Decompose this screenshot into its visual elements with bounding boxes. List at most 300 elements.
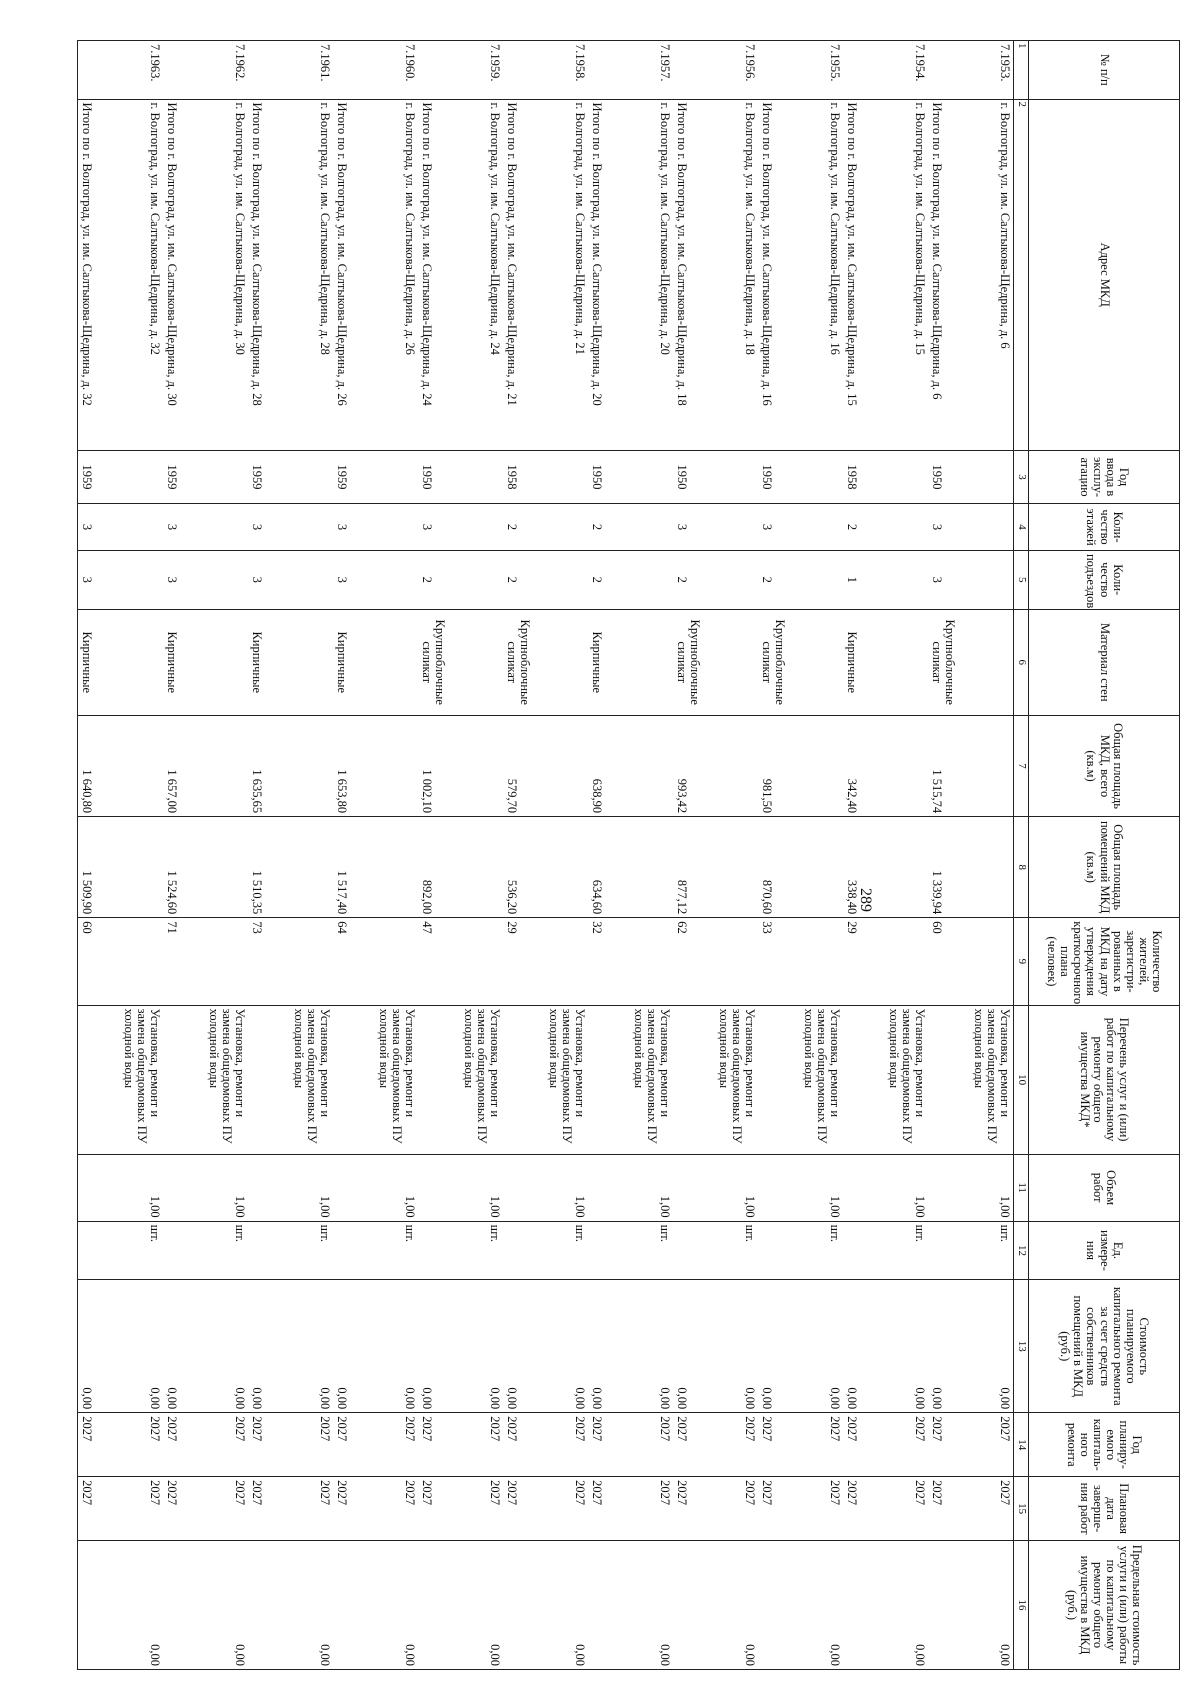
repair-year-cell: 2027	[503, 1413, 544, 1477]
work-volume-cell	[418, 1154, 459, 1221]
rooms-area-cell: 536,20	[503, 817, 544, 918]
address-cell: г. Волгоград, ул. им. Салтыкова-Щедрина, д. 6	[969, 99, 1014, 450]
repair-year-cell: 2027	[418, 1413, 459, 1477]
wall-material-cell	[544, 609, 588, 715]
table-total-row	[673, 41, 714, 1670]
rooms-area-cell	[714, 817, 758, 918]
unit-cell	[843, 1221, 884, 1280]
rooms-area-cell: 870,60	[758, 817, 799, 918]
table-total-row	[418, 41, 459, 1670]
capital-repair-table	[77, 40, 1180, 1670]
work-volume-cell	[333, 1154, 374, 1221]
limit-cost-cell: 0,00	[714, 1541, 758, 1670]
column-header-12: Ед. измере-ния	[1029, 1221, 1180, 1280]
year-built-cell: 1959	[78, 450, 120, 503]
rooms-area-cell	[459, 817, 503, 918]
table-total-row	[758, 41, 799, 1670]
address-cell: г. Волгоград, ул. им. Салтыкова-Щедрина, д. 20	[629, 99, 673, 450]
entrances-cell: 3	[248, 550, 289, 609]
column-number-1: 1	[1014, 41, 1029, 100]
residents-cell: 71	[163, 918, 204, 1005]
row-number-cell: 7.1954.	[884, 41, 928, 100]
total-area-cell	[799, 715, 843, 816]
work-list-cell	[248, 1005, 289, 1154]
work-volume-cell: 1,00	[714, 1154, 758, 1221]
unit-cell	[588, 1221, 629, 1280]
address-cell: Итого по г. Волгоград, ул. им. Салтыкова-Щедрина, д. 15	[843, 99, 884, 450]
floors-cell: 2	[503, 504, 544, 551]
year-built-cell	[119, 450, 163, 503]
floors-cell	[969, 504, 1014, 551]
floors-cell	[119, 504, 163, 551]
unit-cell: шт.	[884, 1221, 928, 1280]
column-number-7: 7	[1014, 715, 1029, 816]
completion-date-cell: 2027	[714, 1477, 758, 1541]
year-built-cell	[714, 450, 758, 503]
work-list-cell	[163, 1005, 204, 1154]
rooms-area-cell	[289, 817, 333, 918]
entrances-cell: 3	[928, 550, 969, 609]
rooms-area-cell: 1 524,60	[163, 817, 204, 918]
entrances-cell	[629, 550, 673, 609]
repair-cost-cell: 0,00	[418, 1280, 459, 1413]
work-volume-cell	[248, 1154, 289, 1221]
completion-date-cell: 2027	[459, 1477, 503, 1541]
repair-year-cell: 2027	[544, 1413, 588, 1477]
work-volume-cell: 1,00	[884, 1154, 928, 1221]
wall-material-cell	[374, 609, 418, 715]
work-list-cell	[333, 1005, 374, 1154]
wall-material-cell: Кирпичные	[333, 609, 374, 715]
unit-cell: шт.	[119, 1221, 163, 1280]
repair-year-cell: 2027	[119, 1413, 163, 1477]
unit-cell: шт.	[714, 1221, 758, 1280]
wall-material-cell	[799, 609, 843, 715]
unit-cell	[333, 1221, 374, 1280]
rooms-area-cell: 1 509,90	[78, 817, 120, 918]
total-area-cell	[459, 715, 503, 816]
floors-cell	[204, 504, 248, 551]
entrances-cell	[374, 550, 418, 609]
completion-date-cell: 2027	[333, 1477, 374, 1541]
total-area-cell: 1 640,80	[78, 715, 120, 816]
row-number-cell	[843, 41, 884, 100]
work-volume-cell	[928, 1154, 969, 1221]
rooms-area-cell: 1 510,35	[248, 817, 289, 918]
row-number-cell: 7.1963.	[119, 41, 163, 100]
address-cell: г. Волгоград, ул. им. Салтыкова-Щедрина, д. 21	[544, 99, 588, 450]
limit-cost-cell: 0,00	[629, 1541, 673, 1670]
completion-date-cell: 2027	[204, 1477, 248, 1541]
column-number-9: 9	[1014, 918, 1029, 1005]
completion-date-cell: 2027	[289, 1477, 333, 1541]
table-row	[884, 41, 928, 1670]
wall-material-cell: Кирпичные	[588, 609, 629, 715]
address-cell: г. Волгоград, ул. им. Салтыкова-Щедрина, д. 24	[459, 99, 503, 450]
work-list-cell	[588, 1005, 629, 1154]
completion-date-cell: 2027	[503, 1477, 544, 1541]
work-list-cell: Установка, ремонт и замена общедомовых ПУ холодной воды	[969, 1005, 1014, 1154]
work-volume-cell: 1,00	[119, 1154, 163, 1221]
limit-cost-cell	[588, 1541, 629, 1670]
year-built-cell	[799, 450, 843, 503]
unit-cell: шт.	[629, 1221, 673, 1280]
wall-material-cell	[969, 609, 1014, 715]
total-area-cell: 1 515,74	[928, 715, 969, 816]
work-list-cell	[78, 1005, 120, 1154]
limit-cost-cell: 0,00	[119, 1541, 163, 1670]
floors-cell	[884, 504, 928, 551]
repair-cost-cell: 0,00	[544, 1280, 588, 1413]
column-header-16: Предельная стоимость услуги и (или) работы по капитальному ремонту общего имущества в МКД (руб.)	[1029, 1541, 1180, 1670]
year-built-cell	[459, 450, 503, 503]
wall-material-cell	[289, 609, 333, 715]
rooms-area-cell: 1 517,40	[333, 817, 374, 918]
limit-cost-cell	[928, 1541, 969, 1670]
unit-cell: шт.	[374, 1221, 418, 1280]
work-list-cell	[503, 1005, 544, 1154]
row-number-cell: 7.1961.	[289, 41, 333, 100]
column-header-11: Объем работ	[1029, 1154, 1180, 1221]
limit-cost-cell: 0,00	[544, 1541, 588, 1670]
row-number-cell	[503, 41, 544, 100]
unit-cell: шт.	[204, 1221, 248, 1280]
work-volume-cell: 1,00	[629, 1154, 673, 1221]
total-area-cell: 342,40	[843, 715, 884, 816]
work-volume-cell	[758, 1154, 799, 1221]
floors-cell	[459, 504, 503, 551]
address-cell: Итого по г. Волгоград, ул. им. Салтыкова-Щедрина, д. 6	[928, 99, 969, 450]
unit-cell: шт.	[969, 1221, 1014, 1280]
residents-cell	[119, 918, 163, 1005]
column-header-10: Перечень услуг и (или) работ по капитальному ремонту общего имущества МКД*	[1029, 1005, 1180, 1154]
completion-date-cell: 2027	[884, 1477, 928, 1541]
column-header-15: Плановая дата заверше-ния работ	[1029, 1477, 1180, 1541]
year-built-cell	[629, 450, 673, 503]
year-built-cell	[204, 450, 248, 503]
year-built-cell	[884, 450, 928, 503]
floors-cell: 3	[333, 504, 374, 551]
address-cell: Итого по г. Волгоград, ул. им. Салтыкова-Щедрина, д. 20	[588, 99, 629, 450]
year-built-cell: 1958	[843, 450, 884, 503]
wall-material-cell	[629, 609, 673, 715]
address-cell: Итого по г. Волгоград, ул. им. Салтыкова-Щедрина, д. 24	[418, 99, 459, 450]
rooms-area-cell: 892,00	[418, 817, 459, 918]
column-header-1: № п/п	[1029, 41, 1180, 100]
address-cell: г. Волгоград, ул. им. Салтыкова-Щедрина, д. 15	[884, 99, 928, 450]
completion-date-cell: 2027	[928, 1477, 969, 1541]
repair-year-cell: 2027	[758, 1413, 799, 1477]
total-area-cell: 993,42	[673, 715, 714, 816]
total-area-cell: 981,50	[758, 715, 799, 816]
column-number-12: 12	[1014, 1221, 1029, 1280]
completion-date-cell: 2027	[544, 1477, 588, 1541]
entrances-cell: 2	[758, 550, 799, 609]
work-list-cell: Установка, ремонт и замена общедомовых ПУ холодной воды	[374, 1005, 418, 1154]
repair-year-cell: 2027	[163, 1413, 204, 1477]
total-area-cell	[289, 715, 333, 816]
rooms-area-cell: 1 339,94	[928, 817, 969, 918]
repair-year-cell: 2027	[714, 1413, 758, 1477]
limit-cost-cell	[78, 1541, 120, 1670]
entrances-cell	[289, 550, 333, 609]
work-list-cell	[758, 1005, 799, 1154]
year-built-cell: 1950	[758, 450, 799, 503]
repair-cost-cell: 0,00	[459, 1280, 503, 1413]
address-cell: Итого по г. Волгоград, ул. им. Салтыкова-Щедрина, д. 16	[758, 99, 799, 450]
year-built-cell	[544, 450, 588, 503]
floors-cell	[544, 504, 588, 551]
repair-cost-cell: 0,00	[629, 1280, 673, 1413]
completion-date-cell: 2027	[588, 1477, 629, 1541]
wall-material-cell: Крупноблочные силикат	[418, 609, 459, 715]
year-built-cell	[969, 450, 1014, 503]
year-built-cell	[374, 450, 418, 503]
floors-cell: 3	[673, 504, 714, 551]
repair-cost-cell: 0,00	[884, 1280, 928, 1413]
table-row	[459, 41, 503, 1670]
wall-material-cell: Крупноблочные силикат	[758, 609, 799, 715]
table-total-row	[588, 41, 629, 1670]
repair-year-cell: 2027	[78, 1413, 120, 1477]
work-volume-cell	[673, 1154, 714, 1221]
completion-date-cell: 2027	[248, 1477, 289, 1541]
rooms-area-cell	[799, 817, 843, 918]
row-number-cell: 7.1960.	[374, 41, 418, 100]
address-cell: г. Волгоград, ул. им. Салтыкова-Щедрина, д. 26	[374, 99, 418, 450]
table-row	[969, 41, 1014, 1670]
year-built-cell: 1950	[418, 450, 459, 503]
row-number-cell	[673, 41, 714, 100]
repair-year-cell: 2027	[629, 1413, 673, 1477]
rooms-area-cell	[884, 817, 928, 918]
work-list-cell	[928, 1005, 969, 1154]
address-cell: Итого по г. Волгоград, ул. им. Салтыкова-Щедрина, д. 21	[503, 99, 544, 450]
work-list-cell	[418, 1005, 459, 1154]
wall-material-cell	[119, 609, 163, 715]
year-built-cell: 1950	[588, 450, 629, 503]
table-total-row	[78, 41, 120, 1670]
work-volume-cell	[588, 1154, 629, 1221]
row-number-cell: 7.1955.	[799, 41, 843, 100]
unit-cell: шт.	[459, 1221, 503, 1280]
repair-year-cell: 2027	[843, 1413, 884, 1477]
rooms-area-cell	[629, 817, 673, 918]
address-cell: Итого по г. Волгоград, ул. им. Салтыкова-Щедрина, д. 26	[333, 99, 374, 450]
repair-year-cell: 2027	[884, 1413, 928, 1477]
limit-cost-cell	[503, 1541, 544, 1670]
repair-year-cell: 2027	[588, 1413, 629, 1477]
repair-cost-cell: 0,00	[928, 1280, 969, 1413]
work-volume-cell	[78, 1154, 120, 1221]
repair-cost-cell: 0,00	[758, 1280, 799, 1413]
address-cell: г. Волгоград, ул. им. Салтыкова-Щедрина, д. 32	[119, 99, 163, 450]
residents-cell	[799, 918, 843, 1005]
completion-date-cell: 2027	[629, 1477, 673, 1541]
column-number-11: 11	[1014, 1154, 1029, 1221]
column-header-7: Общая площадь МКД, всего (кв.м)	[1029, 715, 1180, 816]
repair-cost-cell: 0,00	[714, 1280, 758, 1413]
limit-cost-cell	[248, 1541, 289, 1670]
row-number-cell	[928, 41, 969, 100]
column-number-4: 4	[1014, 504, 1029, 551]
row-number-cell: 7.1958.	[544, 41, 588, 100]
year-built-cell: 1950	[673, 450, 714, 503]
residents-cell	[544, 918, 588, 1005]
year-built-cell: 1950	[928, 450, 969, 503]
row-number-cell	[78, 41, 120, 100]
column-header-2: Адрес МКД	[1029, 99, 1180, 450]
total-area-cell: 579,70	[503, 715, 544, 816]
residents-cell: 60	[78, 918, 120, 1005]
column-number-13: 13	[1014, 1280, 1029, 1413]
work-list-cell: Установка, ремонт и замена общедомовых ПУ холодной воды	[884, 1005, 928, 1154]
address-cell: Итого по г. Волгоград, ул. им. Салтыкова-Щедрина, д. 32	[78, 99, 120, 450]
address-cell: г. Волгоград, ул. им. Салтыкова-Щедрина, д. 30	[204, 99, 248, 450]
completion-date-cell: 2027	[163, 1477, 204, 1541]
work-list-cell: Установка, ремонт и замена общедомовых ПУ холодной воды	[204, 1005, 248, 1154]
rooms-area-cell: 634,60	[588, 817, 629, 918]
unit-cell: шт.	[544, 1221, 588, 1280]
entrances-cell	[969, 550, 1014, 609]
address-cell: г. Волгоград, ул. им. Салтыкова-Щедрина, д. 18	[714, 99, 758, 450]
rooms-area-cell: 877,12	[673, 817, 714, 918]
column-number-3: 3	[1014, 450, 1029, 503]
row-number-cell: 7.1953.	[969, 41, 1014, 100]
repair-cost-cell: 0,00	[673, 1280, 714, 1413]
total-area-cell	[204, 715, 248, 816]
work-volume-cell: 1,00	[969, 1154, 1014, 1221]
address-cell: г. Волгоград, ул. им. Салтыкова-Щедрина, д. 16	[799, 99, 843, 450]
wall-material-cell: Кирпичные	[843, 609, 884, 715]
row-number-cell: 7.1962.	[204, 41, 248, 100]
residents-cell: 73	[248, 918, 289, 1005]
unit-cell	[928, 1221, 969, 1280]
floors-cell: 3	[163, 504, 204, 551]
floors-cell: 2	[843, 504, 884, 551]
work-list-cell	[673, 1005, 714, 1154]
work-list-cell: Установка, ремонт и замена общедомовых ПУ холодной воды	[544, 1005, 588, 1154]
rooms-area-cell	[374, 817, 418, 918]
limit-cost-cell	[333, 1541, 374, 1670]
total-area-cell	[544, 715, 588, 816]
row-number-cell	[758, 41, 799, 100]
floors-cell: 3	[248, 504, 289, 551]
repair-cost-cell: 0,00	[843, 1280, 884, 1413]
address-cell: Итого по г. Волгоград, ул. им. Салтыкова-Щедрина, д. 28	[248, 99, 289, 450]
repair-cost-cell: 0,00	[78, 1280, 120, 1413]
row-number-cell	[333, 41, 374, 100]
work-list-cell: Установка, ремонт и замена общедомовых ПУ холодной воды	[119, 1005, 163, 1154]
repair-year-cell: 2027	[333, 1413, 374, 1477]
table-row	[289, 41, 333, 1670]
entrances-cell	[459, 550, 503, 609]
entrances-cell	[714, 550, 758, 609]
completion-date-cell: 2027	[758, 1477, 799, 1541]
repair-cost-cell: 0,00	[503, 1280, 544, 1413]
work-list-cell	[843, 1005, 884, 1154]
total-area-cell: 1 635,65	[248, 715, 289, 816]
total-area-cell: 1 002,10	[418, 715, 459, 816]
work-volume-cell: 1,00	[374, 1154, 418, 1221]
entrances-cell	[884, 550, 928, 609]
column-number-5: 5	[1014, 550, 1029, 609]
limit-cost-cell	[673, 1541, 714, 1670]
limit-cost-cell	[418, 1541, 459, 1670]
residents-cell: 29	[843, 918, 884, 1005]
column-header-13: Стоимость планируемого капитального ремонта за счет средств собственников помещений в МКД (руб.)	[1029, 1280, 1180, 1413]
table-row	[629, 41, 673, 1670]
total-area-cell	[884, 715, 928, 816]
year-built-cell: 1958	[503, 450, 544, 503]
table-total-row	[248, 41, 289, 1670]
residents-cell	[374, 918, 418, 1005]
row-number-cell	[163, 41, 204, 100]
unit-cell	[418, 1221, 459, 1280]
residents-cell: 33	[758, 918, 799, 1005]
repair-year-cell: 2027	[248, 1413, 289, 1477]
row-number-cell	[588, 41, 629, 100]
wall-material-cell: Кирпичные	[163, 609, 204, 715]
year-built-cell: 1959	[163, 450, 204, 503]
wall-material-cell	[204, 609, 248, 715]
table-total-row	[163, 41, 204, 1670]
column-number-14: 14	[1014, 1413, 1029, 1477]
residents-cell	[714, 918, 758, 1005]
repair-year-cell: 2027	[204, 1413, 248, 1477]
repair-cost-cell: 0,00	[333, 1280, 374, 1413]
repair-cost-cell: 0,00	[374, 1280, 418, 1413]
floors-cell: 2	[588, 504, 629, 551]
table-total-row	[843, 41, 884, 1670]
completion-date-cell: 2027	[374, 1477, 418, 1541]
residents-cell	[969, 918, 1014, 1005]
work-volume-cell	[843, 1154, 884, 1221]
row-number-cell: 7.1959.	[459, 41, 503, 100]
entrances-cell: 3	[333, 550, 374, 609]
entrances-cell: 1	[843, 550, 884, 609]
year-built-cell: 1959	[333, 450, 374, 503]
address-cell: г. Волгоград, ул. им. Салтыкова-Щедрина, д. 28	[289, 99, 333, 450]
entrances-cell	[799, 550, 843, 609]
floors-cell: 3	[758, 504, 799, 551]
header-labels-row	[1029, 41, 1180, 1670]
table-total-row	[333, 41, 374, 1670]
total-area-cell	[714, 715, 758, 816]
table-row	[799, 41, 843, 1670]
wall-material-cell	[714, 609, 758, 715]
repair-cost-cell: 0,00	[119, 1280, 163, 1413]
repair-cost-cell: 0,00	[204, 1280, 248, 1413]
limit-cost-cell: 0,00	[289, 1541, 333, 1670]
residents-cell: 60	[928, 918, 969, 1005]
column-header-8: Общая площадь помещений МКД (кв.м)	[1029, 817, 1180, 918]
column-number-10: 10	[1014, 1005, 1029, 1154]
residents-cell: 62	[673, 918, 714, 1005]
column-number-6: 6	[1014, 609, 1029, 715]
unit-cell	[503, 1221, 544, 1280]
entrances-cell: 2	[503, 550, 544, 609]
wall-material-cell: Крупноблочные силикат	[673, 609, 714, 715]
table-row	[204, 41, 248, 1670]
column-header-6: Материал стен	[1029, 609, 1180, 715]
entrances-cell: 3	[163, 550, 204, 609]
entrances-cell: 2	[588, 550, 629, 609]
address-cell: Итого по г. Волгоград, ул. им. Салтыкова-Щедрина, д. 18	[673, 99, 714, 450]
floors-cell	[799, 504, 843, 551]
column-number-8: 8	[1014, 817, 1029, 918]
rooms-area-cell	[969, 817, 1014, 918]
